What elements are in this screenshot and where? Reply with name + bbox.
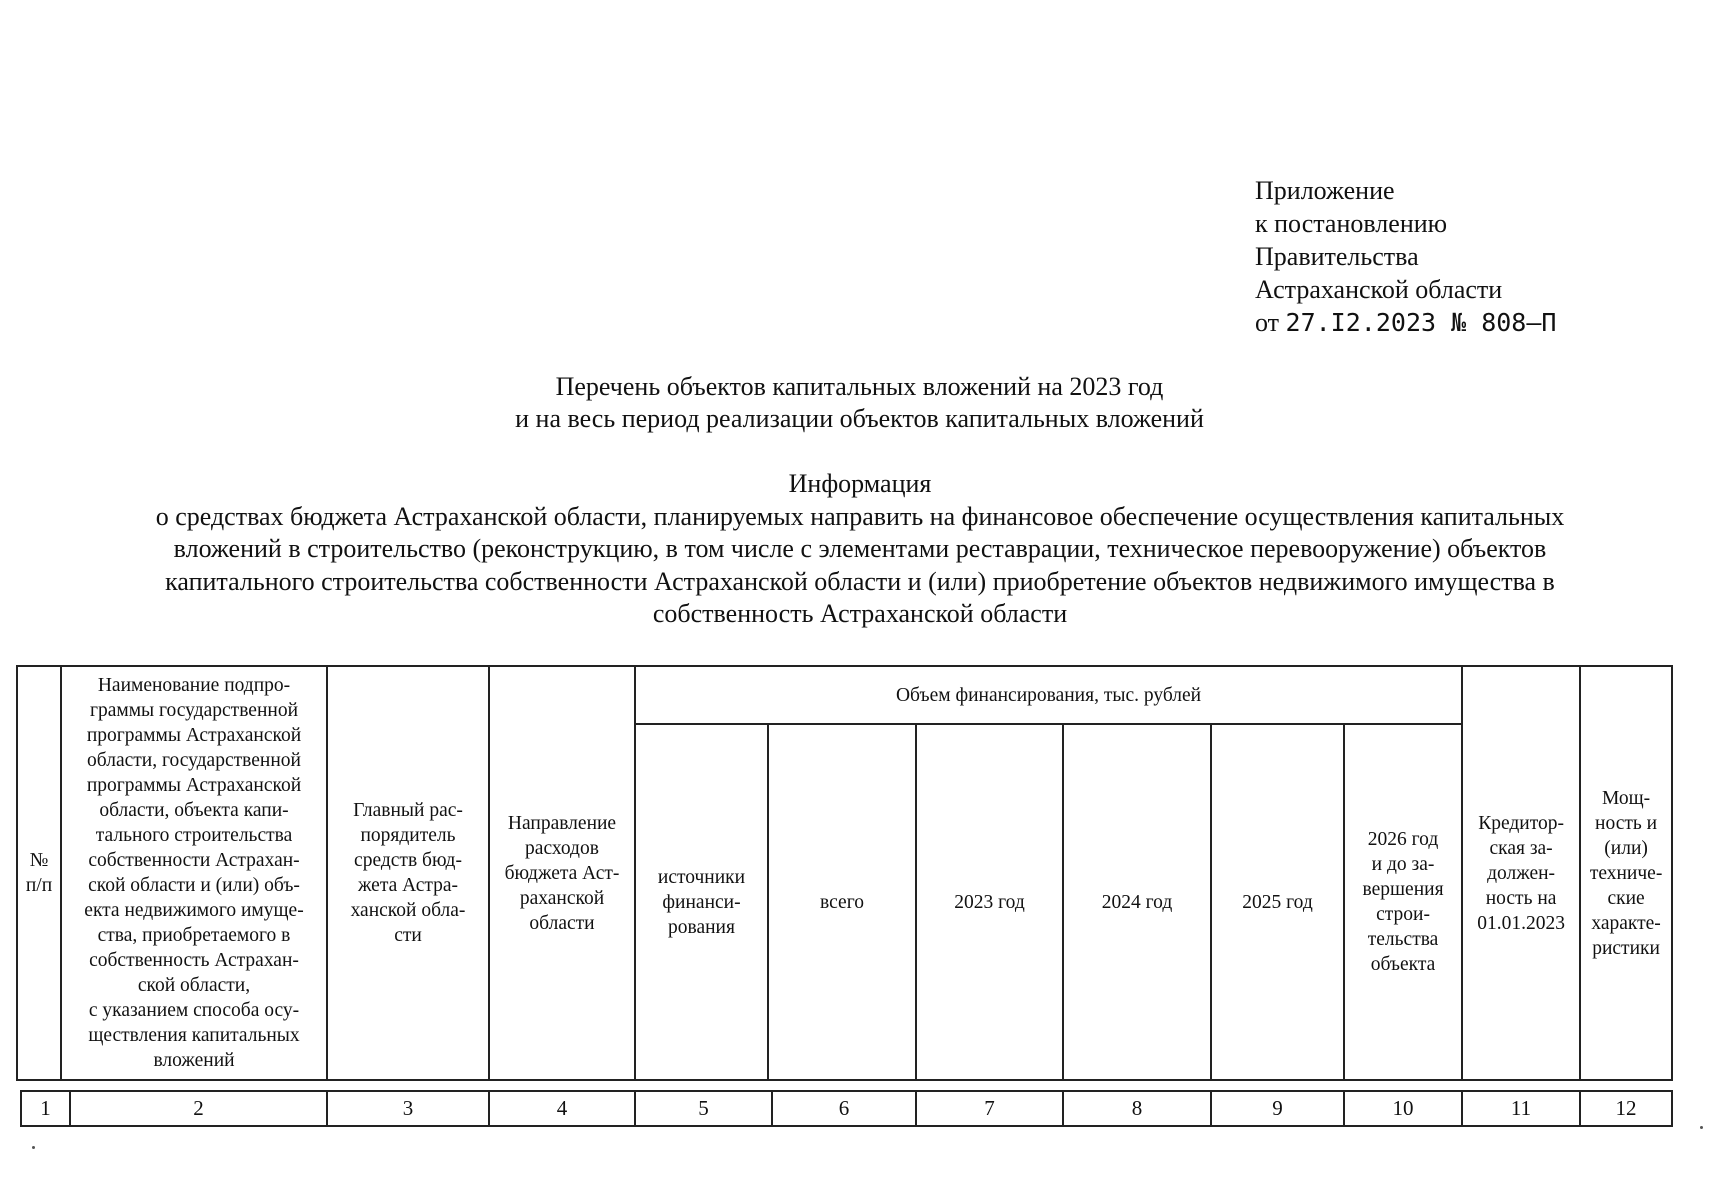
column-number: 3 bbox=[327, 1091, 489, 1126]
header-year-2023: 2023 год bbox=[916, 724, 1063, 1080]
header-total: всего bbox=[768, 724, 916, 1080]
column-number: 5 bbox=[635, 1091, 772, 1126]
appendix-date-prefix: от bbox=[1255, 308, 1280, 337]
column-numbers-row bbox=[20, 1090, 1673, 1127]
column-number: 10 bbox=[1344, 1091, 1462, 1126]
header-year-2024: 2024 год bbox=[1063, 724, 1211, 1080]
header-funding-volume: Объем финансирования, тыс. рублей bbox=[635, 666, 1462, 724]
appendix-line: Астраханской области bbox=[1255, 275, 1503, 304]
scan-speck bbox=[1700, 1126, 1703, 1129]
column-number: 2 bbox=[70, 1091, 327, 1126]
info-line: о средствах бюджета Астраханской области, планируемых направить на финансовое обеспечение осуществления капитальных bbox=[155, 501, 1565, 531]
column-number: 12 bbox=[1580, 1091, 1672, 1126]
title-line-1: Перечень объектов капитальных вложений на 2023 год bbox=[555, 372, 1164, 401]
appendix-line: Правительства bbox=[1255, 242, 1419, 271]
column-number: 6 bbox=[772, 1091, 916, 1126]
title-line-2: и на весь период реализации объектов капитальных вложений bbox=[515, 404, 1204, 433]
header-year-2025: 2025 год bbox=[1211, 724, 1344, 1080]
column-number: 4 bbox=[489, 1091, 635, 1126]
header-year-2026-plus: 2026 год и до за- вершения строи- тельства объекта bbox=[1344, 724, 1462, 1080]
column-number: 7 bbox=[916, 1091, 1063, 1126]
info-line: вложений в строительство (реконструкцию, в том числе с элементами реставрации, техническое перевооружение) объектов bbox=[173, 534, 1547, 563]
capital-investments-table-header bbox=[16, 665, 1673, 1081]
header-budget-manager: Главный рас- порядитель средств бюд- жета Астра- ханской обла- сти bbox=[327, 666, 489, 1080]
info-heading: Информация bbox=[788, 469, 932, 498]
scan-speck bbox=[32, 1146, 35, 1149]
document-title bbox=[0, 371, 1719, 435]
header-expense-direction: Направление расходов бюджета Аст- раханской области bbox=[489, 666, 635, 1080]
column-number: 9 bbox=[1211, 1091, 1344, 1126]
appendix-date-number: 27.I2.2023 № 808–П bbox=[1285, 308, 1557, 337]
column-number: 11 bbox=[1462, 1091, 1580, 1126]
info-line: собственность Астраханской области bbox=[652, 599, 1068, 628]
info-line: капитального строительства собственности Астраханской области и (или) приобретение объектов недвижимого имущества в bbox=[165, 566, 1555, 596]
information-block bbox=[40, 468, 1680, 631]
column-number: 8 bbox=[1063, 1091, 1211, 1126]
header-accounts-payable: Кредитор- ская за- должен- ность на 01.01.2023 bbox=[1462, 666, 1580, 1080]
appendix-line: к постановлению bbox=[1255, 209, 1448, 238]
column-number: 1 bbox=[21, 1091, 70, 1126]
header-capacity: Мощ- ность и (или) техниче- ские характе- ристики bbox=[1580, 666, 1672, 1080]
header-funding-sources: источники финанси- рования bbox=[635, 724, 768, 1080]
appendix-line: Приложение bbox=[1255, 176, 1395, 205]
header-name: Наименование подпро- граммы государственной программы Астраханской области, государственной программы Астраханской области, объекта капи- тального строительства собственности Астрахан- ской области и (или) объ- екта недвижимого имуще- ства, приобретаемого в собственность Астрахан- ской области, с указанием способа осу- ществления капитальных вложений bbox=[61, 666, 327, 1080]
appendix-date-line bbox=[1255, 306, 1556, 339]
header-number: № п/п bbox=[17, 666, 61, 1080]
appendix-block bbox=[1255, 174, 1556, 339]
